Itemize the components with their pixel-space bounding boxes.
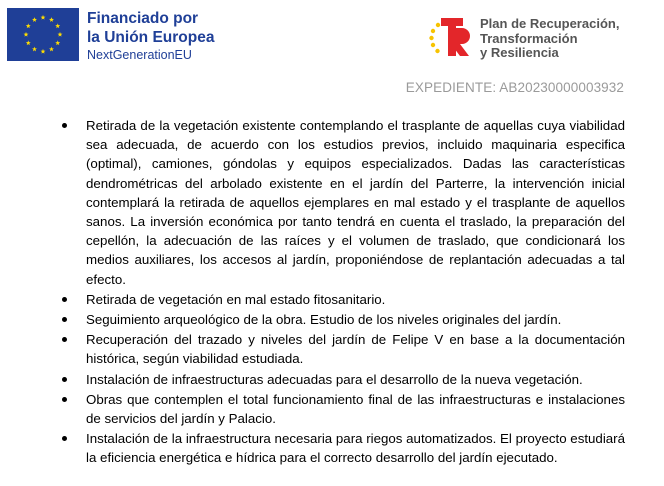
works-list — [86, 116, 625, 468]
recovery-plan-line1: Plan de Recuperación, — [480, 16, 620, 31]
bullet-icon — [62, 317, 67, 322]
file-number: EXPEDIENTE: AB20230000003932 — [405, 80, 624, 95]
eu-star-icon — [55, 23, 60, 28]
eu-star-icon — [24, 32, 29, 37]
list-item — [86, 330, 625, 368]
eu-star-icon — [26, 23, 31, 28]
eu-flag-icon — [7, 8, 79, 61]
eu-title-line2: la Unión Europea — [87, 29, 215, 46]
bullet-icon — [62, 297, 67, 302]
eu-title-line1: Financiado por — [87, 10, 199, 27]
list-item — [86, 370, 625, 389]
recovery-plan-logo — [428, 14, 619, 61]
bullet-icon — [62, 397, 67, 402]
list-item — [86, 310, 625, 329]
document-body — [86, 116, 625, 469]
eu-text-block — [87, 9, 214, 64]
list-item — [86, 116, 625, 289]
bullet-icon — [62, 436, 67, 441]
recovery-plan-line3: y Resiliencia — [480, 45, 559, 60]
list-item-text: Retirada de vegetación en mal estado fitosanitario. — [86, 291, 386, 307]
list-item-text: Instalación de infraestructuras adecuadas para el desarrollo de la nueva vegetación. — [86, 371, 583, 387]
eu-star-icon — [41, 15, 46, 20]
recovery-plan-text — [480, 17, 619, 61]
eu-star-icon — [49, 17, 54, 22]
list-item — [86, 429, 625, 467]
list-item-text: Seguimiento arqueológico de la obra. Estudio de los niveles originales del jardín. — [86, 312, 562, 328]
recovery-plan-line2: Transformación — [480, 30, 578, 46]
eu-star-icon — [41, 49, 46, 54]
list-item-text: Retirada de la vegetación existente contemplando el trasplante de aquellas cuya viabilidad sea adecuada, de acuerdo con los estudios previos, incluido maquinaria especifica (optimal), camiones, góndolas y equipos especializados. Dadas las características dendrométricas del arbolado existente en el jardín del Parterre, la intervención inicial contemplará la retirada de aquellos ejemplares en mal estado y el trasplante de aquellos sanos. La inversión económica por tanto tendrá en cuenta el traslado, la preparación del cepellón, la adecuación de las raíces y el volumen de traslado, que condicionará los medios auxiliares, los accesos al jardín, proponiéndose de replantación adecuadas a tal efecto. — [86, 118, 625, 287]
eu-star-icon — [32, 47, 37, 52]
eu-star-icon — [49, 47, 54, 52]
eu-star-icon — [26, 40, 31, 45]
bullet-icon — [62, 337, 67, 342]
eu-subtitle: NextGenerationEU — [87, 48, 192, 62]
list-item — [86, 390, 625, 428]
bullet-icon — [62, 123, 67, 128]
list-item-text: Recuperación del trazado y niveles del jardín de Felipe V en base a la documentación histórica, según viabilidad estudiada. — [86, 332, 625, 367]
bullet-icon — [62, 377, 67, 382]
list-item-text: Instalación de la infraestructura necesaria para riegos automatizados. El proyecto estudiará la eficiencia energética e hídrica para el correcto desarrollo del jardín ejecutado. — [86, 431, 625, 466]
list-item — [86, 290, 625, 309]
eu-star-icon — [32, 17, 37, 22]
list-item-text: Obras que contemplen el total funcionamiento final de las infraestructuras e instalaciones de servicios del jardín y Palacio. — [86, 391, 625, 427]
eu-stars-icon — [7, 8, 79, 61]
recovery-plan-mark-icon — [428, 14, 474, 60]
eu-star-icon — [58, 32, 63, 37]
eu-funding-logo — [7, 8, 214, 64]
eu-star-icon — [55, 40, 60, 45]
